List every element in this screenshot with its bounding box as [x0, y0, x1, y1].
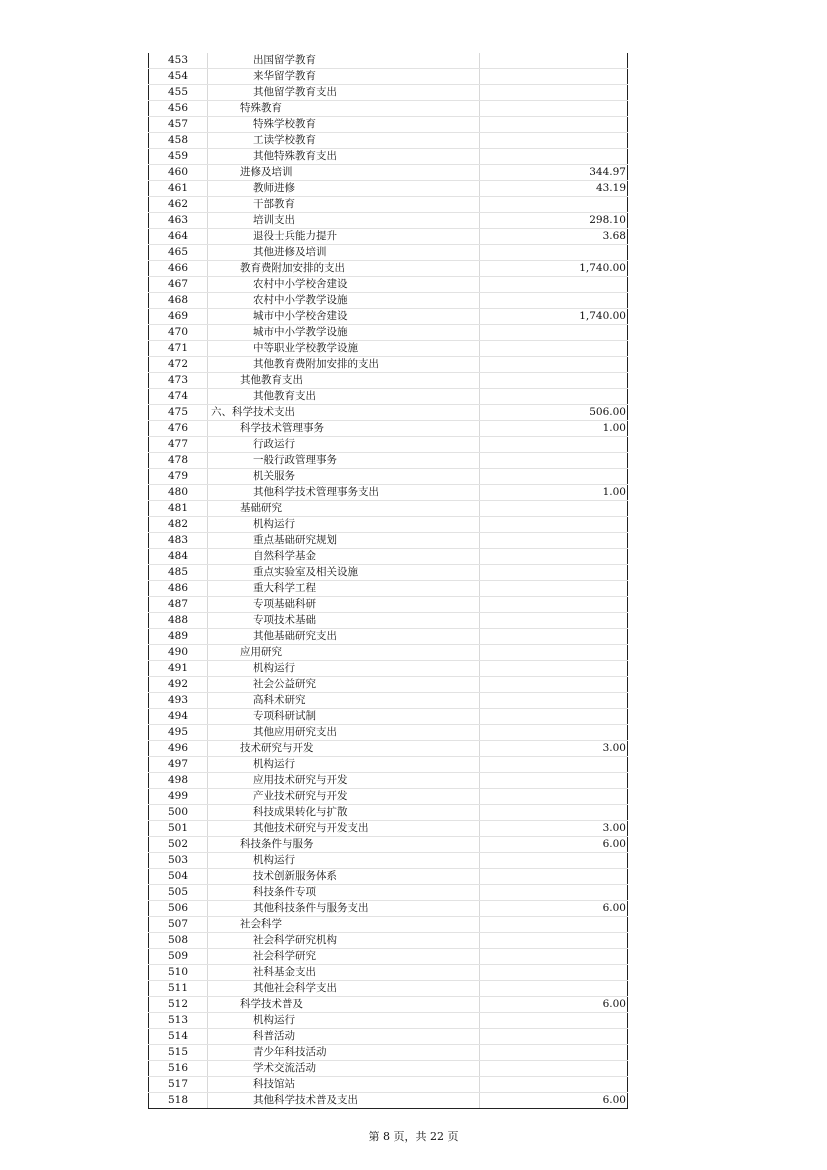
item-amount: 6.00 [480, 837, 628, 853]
item-amount [480, 1045, 628, 1061]
item-amount: 1,740.00 [480, 309, 628, 325]
row-number: 479 [149, 469, 208, 485]
item-amount [480, 629, 628, 645]
item-name: 技术创新服务体系 [208, 869, 480, 885]
row-number: 512 [149, 997, 208, 1013]
row-number: 505 [149, 885, 208, 901]
row-number: 470 [149, 325, 208, 341]
table-row [149, 821, 628, 837]
table-row [149, 229, 628, 245]
item-name: 其他特殊教育支出 [208, 149, 480, 165]
item-name: 城市中小学校舍建设 [208, 309, 480, 325]
row-number: 475 [149, 405, 208, 421]
item-name: 行政运行 [208, 437, 480, 453]
item-amount [480, 469, 628, 485]
item-amount [480, 437, 628, 453]
table-row [149, 805, 628, 821]
item-amount [480, 597, 628, 613]
item-amount [480, 869, 628, 885]
table-row [149, 773, 628, 789]
row-number: 516 [149, 1061, 208, 1077]
row-number: 461 [149, 181, 208, 197]
table-row [149, 1093, 628, 1109]
table-row [149, 885, 628, 901]
table-row [149, 101, 628, 117]
item-amount [480, 773, 628, 789]
row-number: 515 [149, 1045, 208, 1061]
table-row [149, 725, 628, 741]
item-name: 进修及培训 [208, 165, 480, 181]
table-row [149, 869, 628, 885]
item-name: 科学技术普及 [208, 997, 480, 1013]
item-name: 其他社会科学支出 [208, 981, 480, 997]
table-row [149, 949, 628, 965]
item-amount: 43.19 [480, 181, 628, 197]
item-name: 教育费附加安排的支出 [208, 261, 480, 277]
item-name: 工读学校教育 [208, 133, 480, 149]
row-number: 485 [149, 565, 208, 581]
item-amount [480, 325, 628, 341]
table-row [149, 853, 628, 869]
item-name: 科技馆站 [208, 1077, 480, 1093]
table-row [149, 261, 628, 277]
item-name: 其他科学技术普及支出 [208, 1093, 480, 1109]
table-row [149, 693, 628, 709]
item-name: 科技条件与服务 [208, 837, 480, 853]
item-name: 学术交流活动 [208, 1061, 480, 1077]
item-name: 出国留学教育 [208, 53, 480, 69]
table-row [149, 293, 628, 309]
table-row [149, 965, 628, 981]
item-amount [480, 1029, 628, 1045]
table-row [149, 645, 628, 661]
item-name: 机构运行 [208, 853, 480, 869]
row-number: 494 [149, 709, 208, 725]
item-name: 其他进修及培训 [208, 245, 480, 261]
table-row [149, 917, 628, 933]
item-name: 机构运行 [208, 517, 480, 533]
row-number: 477 [149, 437, 208, 453]
item-name: 其他科学技术管理事务支出 [208, 485, 480, 501]
item-name: 中等职业学校教学设施 [208, 341, 480, 357]
row-number: 514 [149, 1029, 208, 1045]
row-number: 490 [149, 645, 208, 661]
item-amount [480, 613, 628, 629]
item-amount [480, 805, 628, 821]
row-number: 495 [149, 725, 208, 741]
row-number: 492 [149, 677, 208, 693]
item-amount [480, 725, 628, 741]
row-number: 496 [149, 741, 208, 757]
table-row [149, 181, 628, 197]
row-number: 458 [149, 133, 208, 149]
table-row [149, 837, 628, 853]
item-amount [480, 501, 628, 517]
row-number: 510 [149, 965, 208, 981]
table-row [149, 533, 628, 549]
table-row [149, 453, 628, 469]
row-number: 488 [149, 613, 208, 629]
table-row [149, 565, 628, 581]
item-amount [480, 981, 628, 997]
table-row [149, 549, 628, 565]
item-amount [480, 69, 628, 85]
item-name: 干部教育 [208, 197, 480, 213]
item-name: 青少年科技活动 [208, 1045, 480, 1061]
item-amount [480, 453, 628, 469]
item-amount [480, 85, 628, 101]
table-row [149, 997, 628, 1013]
table-row [149, 117, 628, 133]
row-number: 500 [149, 805, 208, 821]
item-amount [480, 565, 628, 581]
row-number: 472 [149, 357, 208, 373]
item-amount [480, 389, 628, 405]
item-amount [480, 949, 628, 965]
item-amount: 6.00 [480, 1093, 628, 1109]
item-amount [480, 677, 628, 693]
table-row [149, 213, 628, 229]
item-name: 科技成果转化与扩散 [208, 805, 480, 821]
row-number: 502 [149, 837, 208, 853]
item-name: 社会科学研究机构 [208, 933, 480, 949]
item-amount [480, 917, 628, 933]
table-row [149, 741, 628, 757]
row-number: 484 [149, 549, 208, 565]
item-amount [480, 885, 628, 901]
row-number: 508 [149, 933, 208, 949]
item-name: 科普活动 [208, 1029, 480, 1045]
row-number: 507 [149, 917, 208, 933]
item-amount [480, 1061, 628, 1077]
row-number: 481 [149, 501, 208, 517]
item-name: 专项技术基础 [208, 613, 480, 629]
item-amount: 1.00 [480, 485, 628, 501]
row-number: 469 [149, 309, 208, 325]
item-amount: 6.00 [480, 997, 628, 1013]
item-amount [480, 789, 628, 805]
table-row [149, 1013, 628, 1029]
table-row [149, 53, 628, 69]
row-number: 513 [149, 1013, 208, 1029]
table-row [149, 437, 628, 453]
page-footer: 第 8 页，共 22 页 [368, 1130, 459, 1143]
item-amount: 506.00 [480, 405, 628, 421]
item-amount [480, 373, 628, 389]
item-name: 其他留学教育支出 [208, 85, 480, 101]
item-amount: 1,740.00 [480, 261, 628, 277]
table-row [149, 309, 628, 325]
item-amount [480, 133, 628, 149]
table-row [149, 757, 628, 773]
item-name: 科学技术管理事务 [208, 421, 480, 437]
item-amount [480, 101, 628, 117]
expenditure-table [148, 53, 628, 1109]
item-name: 重点基础研究规划 [208, 533, 480, 549]
item-name: 其他技术研究与开发支出 [208, 821, 480, 837]
item-amount [480, 965, 628, 981]
row-number: 501 [149, 821, 208, 837]
row-number: 476 [149, 421, 208, 437]
row-number: 504 [149, 869, 208, 885]
item-name: 农村中小学教学设施 [208, 293, 480, 309]
row-number: 465 [149, 245, 208, 261]
item-name: 其他教育费附加安排的支出 [208, 357, 480, 373]
item-amount: 6.00 [480, 901, 628, 917]
item-name: 退役士兵能力提升 [208, 229, 480, 245]
item-name: 专项基础科研 [208, 597, 480, 613]
table-row [149, 421, 628, 437]
item-name: 社会公益研究 [208, 677, 480, 693]
item-name: 农村中小学校舍建设 [208, 277, 480, 293]
table-row [149, 677, 628, 693]
item-name: 机构运行 [208, 661, 480, 677]
item-name: 机构运行 [208, 757, 480, 773]
row-number: 453 [149, 53, 208, 69]
table-row [149, 661, 628, 677]
item-name: 应用技术研究与开发 [208, 773, 480, 789]
item-amount [480, 517, 628, 533]
item-name: 特殊教育 [208, 101, 480, 117]
row-number: 468 [149, 293, 208, 309]
table-row [149, 581, 628, 597]
row-number: 473 [149, 373, 208, 389]
row-number: 456 [149, 101, 208, 117]
row-number: 463 [149, 213, 208, 229]
table-row [149, 389, 628, 405]
item-name: 自然科学基金 [208, 549, 480, 565]
table-row [149, 245, 628, 261]
table-row [149, 501, 628, 517]
row-number: 474 [149, 389, 208, 405]
row-number: 518 [149, 1093, 208, 1109]
item-amount [480, 549, 628, 565]
item-name: 机关服务 [208, 469, 480, 485]
item-name: 产业技术研究与开发 [208, 789, 480, 805]
row-number: 511 [149, 981, 208, 997]
item-name: 培训支出 [208, 213, 480, 229]
row-number: 466 [149, 261, 208, 277]
item-name: 教师进修 [208, 181, 480, 197]
item-amount [480, 645, 628, 661]
item-amount [480, 1013, 628, 1029]
item-name: 其他应用研究支出 [208, 725, 480, 741]
row-number: 462 [149, 197, 208, 213]
item-name: 来华留学教育 [208, 69, 480, 85]
item-amount [480, 1077, 628, 1093]
item-name: 高科术研究 [208, 693, 480, 709]
item-amount [480, 693, 628, 709]
table-row [149, 69, 628, 85]
row-number: 478 [149, 453, 208, 469]
table-row [149, 341, 628, 357]
item-amount: 3.68 [480, 229, 628, 245]
table-row [149, 1045, 628, 1061]
item-amount: 3.00 [480, 741, 628, 757]
item-amount [480, 533, 628, 549]
item-amount [480, 661, 628, 677]
table-row [149, 357, 628, 373]
item-amount [480, 245, 628, 261]
expenditure-table-sheet [148, 53, 627, 1109]
table-row [149, 933, 628, 949]
row-number: 467 [149, 277, 208, 293]
table-row [149, 325, 628, 341]
item-amount [480, 709, 628, 725]
item-name: 一般行政管理事务 [208, 453, 480, 469]
item-name: 其他教育支出 [208, 389, 480, 405]
item-amount [480, 581, 628, 597]
item-name: 其他教育支出 [208, 373, 480, 389]
table-row [149, 597, 628, 613]
table-row [149, 789, 628, 805]
table-row [149, 517, 628, 533]
item-name: 科技条件专项 [208, 885, 480, 901]
table-row [149, 1029, 628, 1045]
item-name: 基础研究 [208, 501, 480, 517]
row-number: 493 [149, 693, 208, 709]
row-number: 509 [149, 949, 208, 965]
row-number: 464 [149, 229, 208, 245]
row-number: 517 [149, 1077, 208, 1093]
item-name: 六、科学技术支出 [208, 405, 480, 421]
row-number: 491 [149, 661, 208, 677]
item-amount: 344.97 [480, 165, 628, 181]
row-number: 503 [149, 853, 208, 869]
table-row [149, 901, 628, 917]
item-name: 重大科学工程 [208, 581, 480, 597]
table-row [149, 629, 628, 645]
table-row [149, 373, 628, 389]
row-number: 487 [149, 597, 208, 613]
table-row [149, 133, 628, 149]
item-amount [480, 757, 628, 773]
item-name: 社会科学 [208, 917, 480, 933]
row-number: 489 [149, 629, 208, 645]
item-name: 重点实验室及相关设施 [208, 565, 480, 581]
item-amount [480, 293, 628, 309]
row-number: 455 [149, 85, 208, 101]
item-amount: 1.00 [480, 421, 628, 437]
table-row [149, 85, 628, 101]
table-row [149, 197, 628, 213]
table-row [149, 277, 628, 293]
item-name: 应用研究 [208, 645, 480, 661]
row-number: 457 [149, 117, 208, 133]
row-number: 454 [149, 69, 208, 85]
table-row [149, 405, 628, 421]
item-amount [480, 277, 628, 293]
item-name: 其他科技条件与服务支出 [208, 901, 480, 917]
item-name: 其他基础研究支出 [208, 629, 480, 645]
table-row [149, 149, 628, 165]
item-amount [480, 341, 628, 357]
table-row [149, 613, 628, 629]
item-name: 技术研究与开发 [208, 741, 480, 757]
item-name: 社科基金支出 [208, 965, 480, 981]
item-amount [480, 933, 628, 949]
row-number: 471 [149, 341, 208, 357]
row-number: 459 [149, 149, 208, 165]
row-number: 486 [149, 581, 208, 597]
table-row [149, 1077, 628, 1093]
table-row [149, 485, 628, 501]
table-row [149, 981, 628, 997]
item-name: 机构运行 [208, 1013, 480, 1029]
item-amount [480, 149, 628, 165]
item-amount: 3.00 [480, 821, 628, 837]
table-row [149, 469, 628, 485]
row-number: 506 [149, 901, 208, 917]
row-number: 460 [149, 165, 208, 181]
row-number: 482 [149, 517, 208, 533]
item-amount [480, 197, 628, 213]
row-number: 498 [149, 773, 208, 789]
table-row [149, 1061, 628, 1077]
item-name: 专项科研试制 [208, 709, 480, 725]
table-body [149, 53, 628, 1109]
row-number: 483 [149, 533, 208, 549]
item-amount [480, 53, 628, 69]
item-amount: 298.10 [480, 213, 628, 229]
row-number: 497 [149, 757, 208, 773]
table-row [149, 709, 628, 725]
item-amount [480, 117, 628, 133]
item-amount [480, 853, 628, 869]
item-name: 社会科学研究 [208, 949, 480, 965]
item-name: 特殊学校教育 [208, 117, 480, 133]
table-row [149, 165, 628, 181]
item-name: 城市中小学教学设施 [208, 325, 480, 341]
row-number: 499 [149, 789, 208, 805]
row-number: 480 [149, 485, 208, 501]
item-amount [480, 357, 628, 373]
